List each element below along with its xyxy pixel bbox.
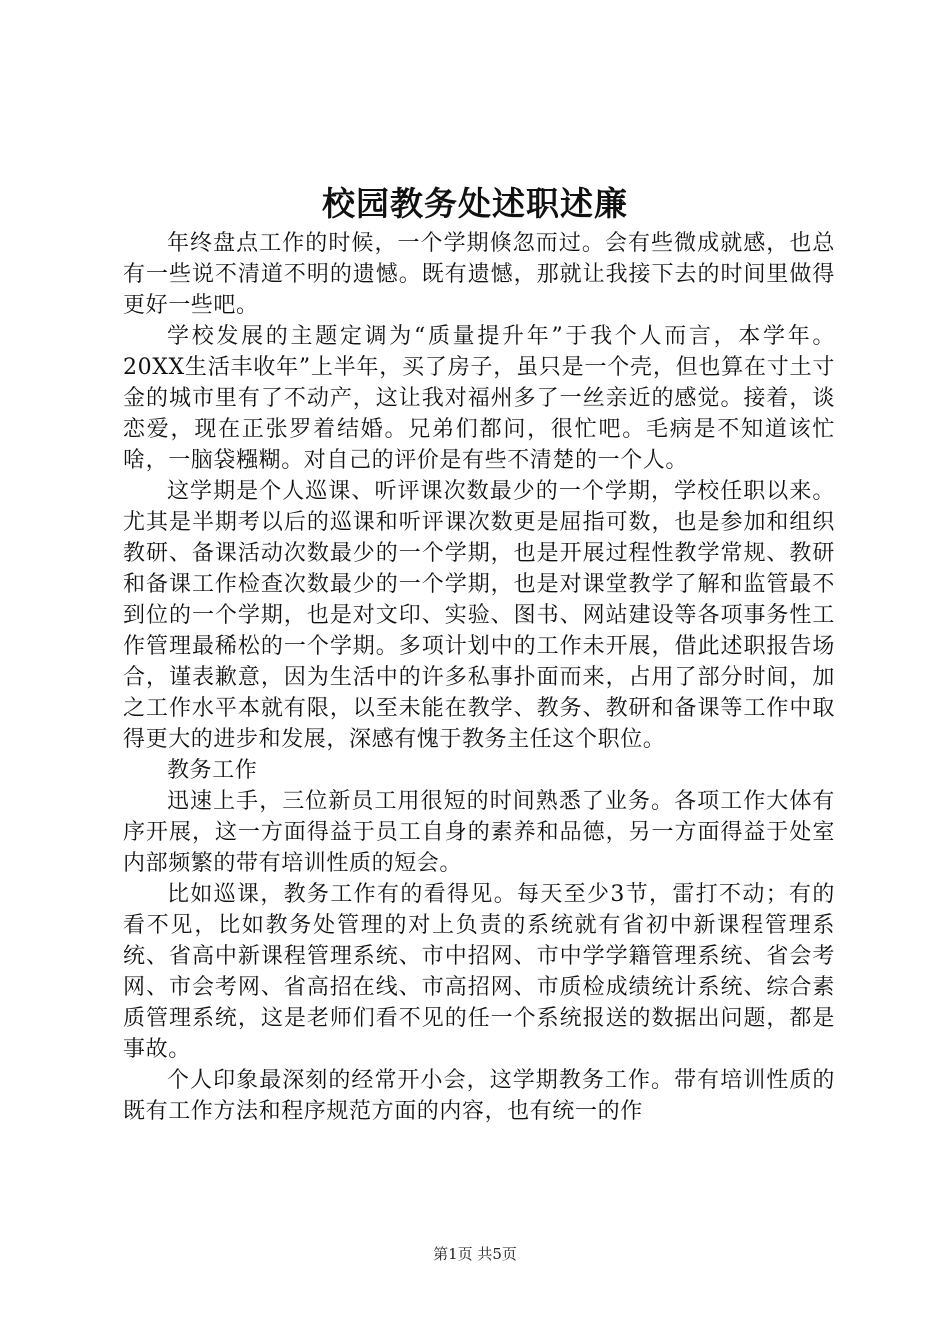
- section-heading: 教务工作: [167, 758, 258, 783]
- paragraph-2: 学校发展的主题定调为“质量提升年”于我个人而言，本学年。20XX生活丰收年”上半年，买了房子，虽只是一个壳，但也算在寸土寸金的城市里有了不动产，这让我对福州多了一丝亲近的感觉。接着，谈恋爱，现在正张罗着结婚。兄弟们都问，很忙吧。毛病是不知道该忙啥，一脑袋糨糊。对自己的评价是有些不清楚的一个人。: [123, 324, 835, 473]
- paragraph-3: 这学期是个人巡课、听评课次数最少的一个学期，学校任职以来。尤其是半期考以后的巡课和听评课次数更是屈指可数，也是参加和组织教研、备课活动次数最少的一个学期，也是开展过程性教学常规、教研和备课工作检查次数最少的一个学期，也是对课堂教学了解和监管最不到位的一个学期，也是对文印、实验、图书、网站建设等各项事务性工作管理最稀松的一个学期。多项计划中的工作未开展，借此述职报告场合，谨表歉意，因为生活中的许多私事扑面而来，占用了部分时间，加之工作水平本就有限，以至未能在教学、教务、教研和备课等工作中取得更大的进步和发展，深感有愧于教务主任这个职位。: [123, 479, 835, 752]
- section-paragraph-2: 比如巡课，教务工作有的看得见。每天至少3节，雷打不动；有的看不见，比如教务处管理的对上负责的系统就有省初中新课程管理系统、省高中新课程管理系统、市中招网、市中学学籍管理系统、省会考网、市会考网、省高招在线、市高招网、市质检成绩统计系统、综合素质管理系统，这是老师们看不见的任一个系统报送的数据出问题，都是事故。: [123, 882, 835, 1062]
- document-title: 校园教务处述职述廉: [322, 184, 628, 223]
- page-number-footer: 第1页 共5页: [433, 1245, 517, 1263]
- document-body: [123, 228, 835, 1127]
- section-paragraph-1: 迅速上手，三位新员工用很短的时间熟悉了业务。各项工作大体有序开展，这一方面得益于员工自身的素养和品德，另一方面得益于处室内部频繁的带有培训性质的短会。: [123, 789, 835, 876]
- section-paragraph-3: 个人印象最深刻的经常开小会，这学期教务工作。带有培训性质的既有工作方法和程序规范方面的内容，也有统一的作: [123, 1068, 835, 1124]
- paragraph-1: 年终盘点工作的时候，一个学期倏忽而过。会有些微成就感，也总有一些说不清道不明的遗憾。既有遗憾，那就让我接下去的时间里做得更好一些吧。: [123, 231, 835, 318]
